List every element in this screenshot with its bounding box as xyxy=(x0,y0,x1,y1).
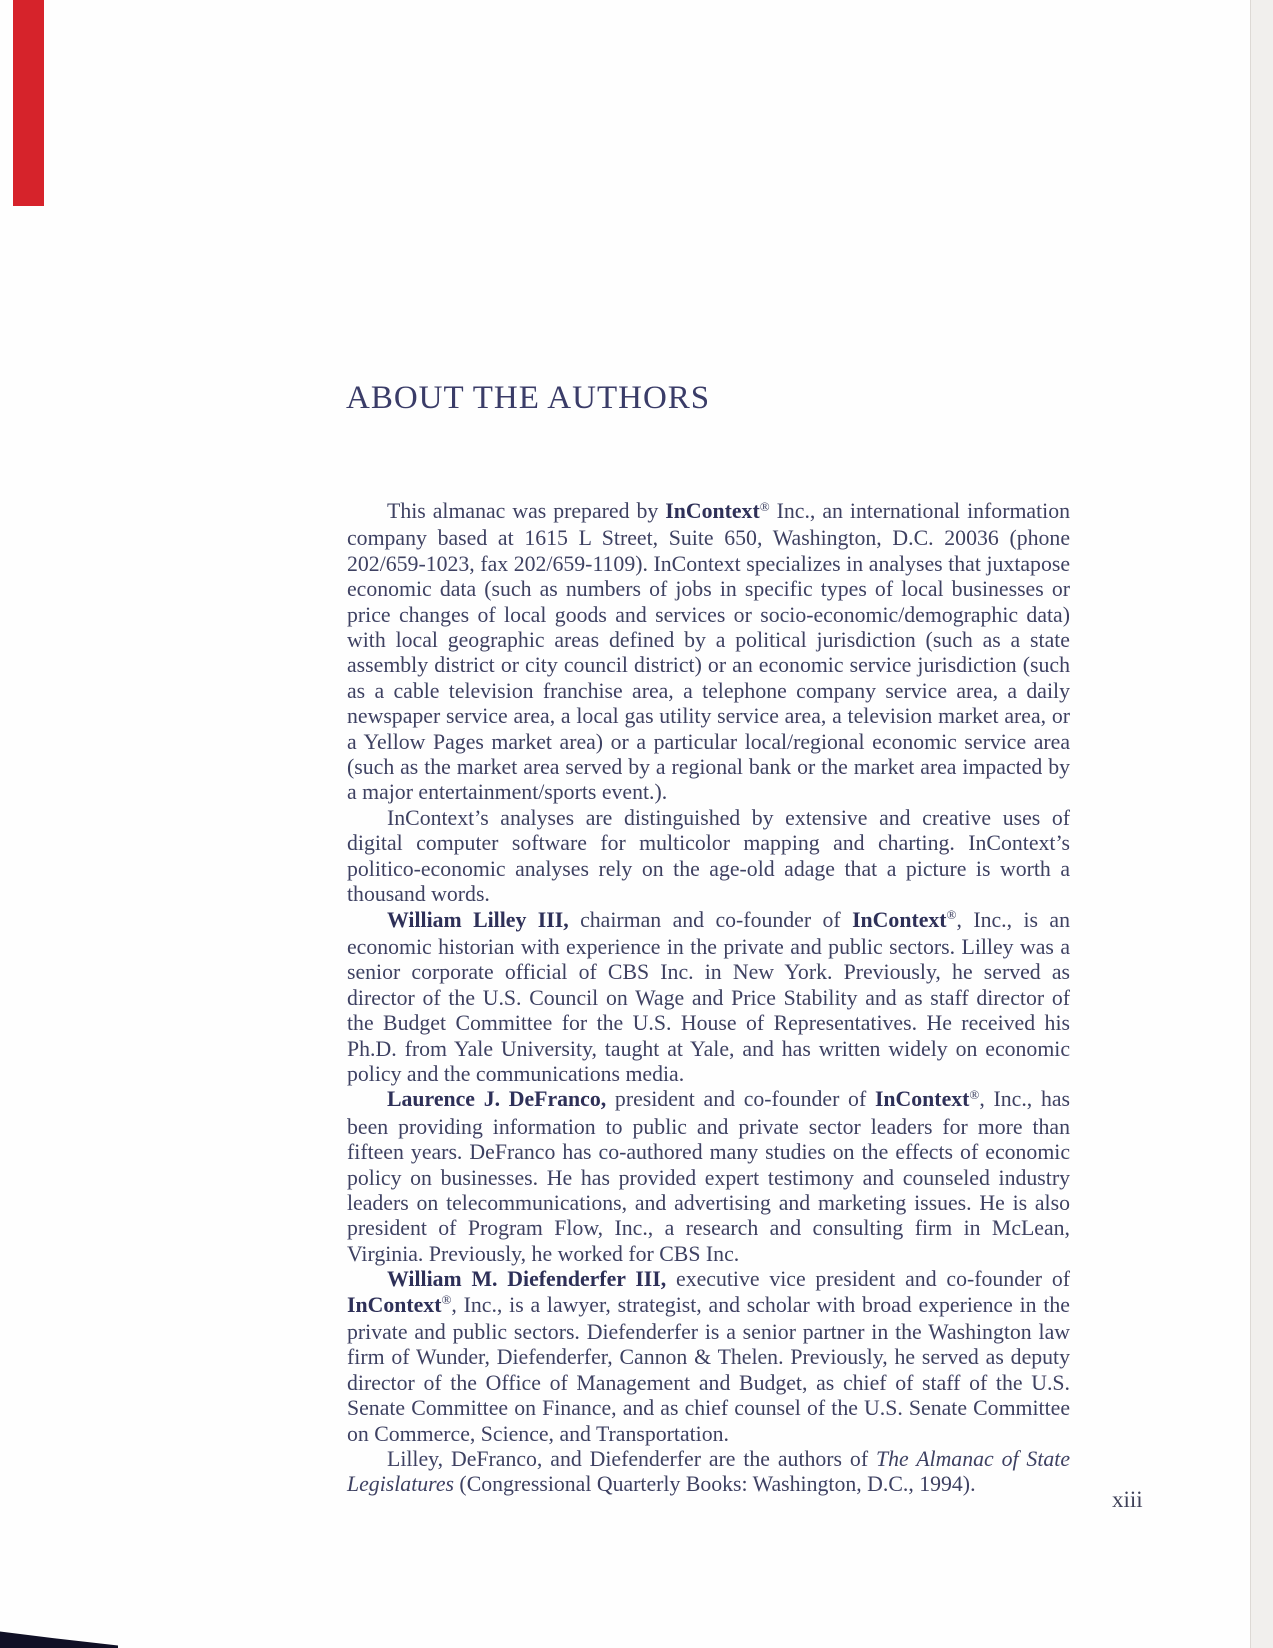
page-title: ABOUT THE AUTHORS xyxy=(346,380,711,416)
red-bookmark-stripe xyxy=(13,0,44,206)
paragraph: This almanac was prepared by InContext® Inc., an international information company based at 1615 L Street, Suite 650, Washington, D.C. 20036 (phone 202/659-1023, fax 202/659-1109). InContext specializes in analyses that juxtapose economic data (such as numbers of jobs in specific types of local businesses or price changes of local goods and services or socio-economic/demographic data) with local geographic areas defined by a political jurisdiction (such as a state assembly district or city council district) or an economic service jurisdiction (such as a cable television franchise area, a telephone company service area, a daily newspaper service area, a local gas utility service area, a television market area, or a Yellow Pages market area) or a particular local/regional economic service area (such as the market area served by a regional bank or the market area impacted by a major entertainment/sports event.). xyxy=(347,498,1070,805)
page-number: xiii xyxy=(1112,1487,1143,1512)
body-paragraphs xyxy=(347,499,1070,1498)
page-edge-shadow xyxy=(1250,0,1273,1648)
paragraph: Laurence J. DeFranco, president and co-founder of InContext®, Inc., has been providing information to public and private sector leaders for more than fifteen years. DeFranco has co-authored many studies on the effects of economic policy on businesses. He has provided expert testimony and counseled industry leaders on telecommunications, and advertising and marketing issues. He is also president of Program Flow, Inc., a research and consulting firm in McLean, Virginia. Previously, he worked for CBS Inc. xyxy=(347,1087,1071,1266)
paragraph: InContext’s analyses are distinguished by extensive and creative uses of digital computer software for multicolor mapping and charting. InContext’s politico-economic analyses rely on the age-old adage that a picture is worth a thousand words. xyxy=(347,805,1070,907)
bottom-corner-scan-mark xyxy=(0,1630,118,1648)
paragraph: William M. Diefenderfer III, executive vice president and co-founder of InContext®, Inc., is a lawyer, strategist, and scholar with broad experience in the private and public sectors. Diefenderfer is a senior partner in the Washington law firm of Wunder, Diefenderfer, Cannon & Thelen. Previously, he served as deputy director of the Office of Management and Budget, as chief of staff of the U.S. Senate Committee on Finance, and as chief counsel of the U.S. Senate Committee on Commerce, Science, and Transportation. xyxy=(347,1267,1070,1446)
paragraph: William Lilley III, chairman and co-founder of InContext®, Inc., is an economic historian with experience in the private and public sectors. Lilley was a senior corporate official of CBS Inc. in New York. Previously, he served as director of the U.S. Council on Wage and Price Stability and as staff director of the Budget Committee for the U.S. House of Representatives. He received his Ph.D. from Yale University, taught at Yale, and has written widely on economic policy and the communications media. xyxy=(347,907,1071,1086)
paragraph: Lilley, DeFranco, and Diefenderfer are the authors of The Almanac of State Legislatures (Congressional Quarterly Books: Washington, D.C., 1994). xyxy=(347,1447,1071,1497)
